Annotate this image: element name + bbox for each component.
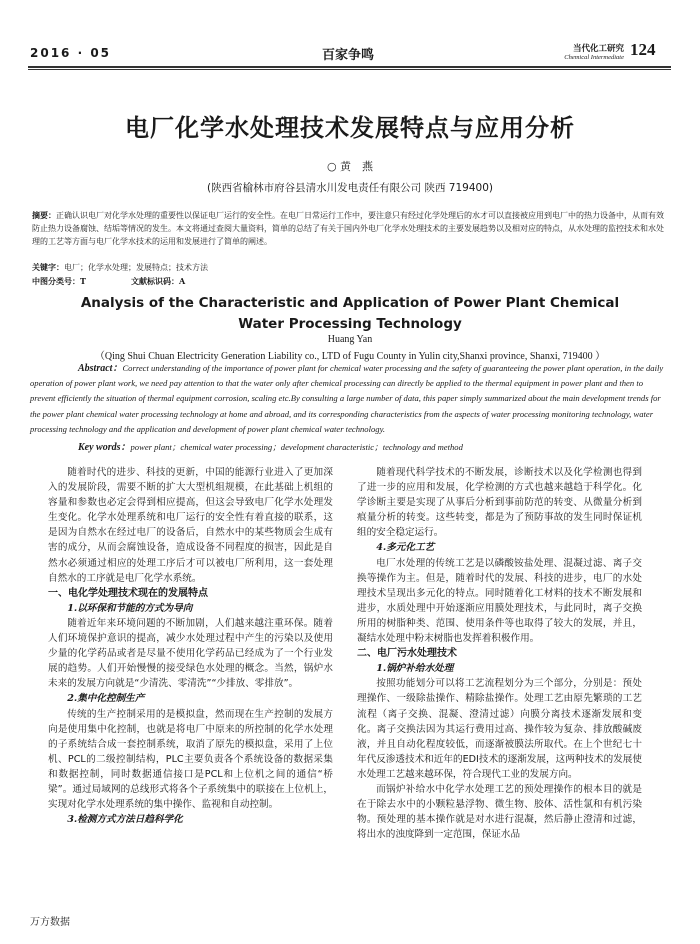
author-en: Huang Yan — [327, 334, 373, 345]
section-heading: 二、电厂污水处理技术 — [357, 648, 457, 660]
subsection-heading: 2.集中化控制生产 — [67, 693, 145, 705]
page-number: 124 — [630, 40, 656, 59]
doc-code-label: 文献标识码： — [131, 276, 180, 286]
header-rule — [28, 66, 671, 68]
subsection-heading: 3.检测方式方法日趋科学化 — [67, 814, 183, 826]
paragraph: 按照功能划分可以将工艺流程划分为三个部分，分别是：预处理操作、一级除盐操作、精除盐操作。处理工艺由原先繁琐的工艺流程（离子交换、混凝、澄清过滤）向膜分离技术逐渐发展和变化。离子交换法因为其运行费用过高、操作较为复杂、排放酸碱废液，并且自动化程度较低，而逐渐被膜法所取代。在上个世纪七十年代反渗透技术和近年的EDI技术的逐渐发展，这两种技术的发展使水处理工艺越来越环保，符合现代工业的发展方向。 — [357, 678, 642, 780]
keywords-cn-label: 关键字： — [32, 262, 64, 272]
abstract-en-text: Correct understanding of the importance of power plant for chemical water processing and the safety of guaranteeing the power plant operation, in the daily operation of power plant work, we need pay attention to that the water only after chemical processing can directly be applied to the thermal equipment in power plant and then to prevent efficiently the situation of thermal equipment corrosion, scaling etc.By consulting a large number of data, this paper simply summarized about the main development trends for the power plant chemical water processing technology at home and abroad, and its corresponding characteristics from the aspects of water processing monitoring technology, water processing technology and the application and development of power plant chemical water technology. — [30, 363, 664, 434]
footer-watermark: 万方数据 — [30, 917, 70, 928]
magazine-name-en: Chemical Intermediate — [564, 54, 624, 61]
affiliation-en: （Qing Shui Chuan Electricity Generation Liability co., LTD of Fugu County in Yulin city,Shanxi province, Shanxi, 719400 ） — [94, 351, 606, 362]
keywords-cn-text: 电厂；化学水处理；发展特点；技术方法 — [64, 263, 208, 272]
abstract-en-label: Abstract： — [78, 363, 123, 374]
subsection-heading: 1.锅炉补给水处理 — [376, 663, 454, 675]
article-title-en: Analysis of the Characteristic and Application of Power Plant Chemical Water Processing Technology — [80, 295, 620, 332]
paragraph: 传统的生产控制采用的是模拟盘，然而现在生产控制的发展方向是使用集中化控制，也就是将电厂中原来的所控制的化学水处理的子系统结合成一套控制系统，取消了原先的模拟盘，采用了上位机、PCL的二级控制结构，PLC主要负责各个系统设备的数据采集和数据控制，同时数据通信接口是PCL和上位机之间的通信“桥梁”。通过局域网的总线形式将各个子系统集中的联接在上位机上，实现对化学水处理系统的集中操作、监视和自动控制。 — [48, 708, 333, 811]
paragraph: 随着近年来环境问题的不断加剧，人们越来越注重环保。随着人们环境保护意识的提高，减少水处理过程中产生的污染以及使用少量的化学药品或者是尽量不使用化学药品已经成为了一个行业发展的趋势。人们开始慢慢的接受绿色水处理的概念。当然，锅炉水未来的发展方向就是“少清洗、零清洗”“少排放、零排放”。 — [48, 617, 333, 690]
subsection-heading: 1.以环保和节能的方式为导向 — [67, 602, 193, 614]
keywords-en — [78, 438, 668, 453]
paragraph: 随着现代科学技术的不断发展，诊断技术以及化学检测也得到了进一步的应用和发展，化学检测的方式也越来越趋于科学化。化学诊断主要是实现了从事后分析到事前防范的转变、从微量分析到痕量分析的转变。这些转变，都是为了预防事故的发生同时保证机组的安全稳定运行。 — [357, 467, 642, 539]
section-heading: 一、电化学处理技术现在的发展特点 — [48, 587, 208, 599]
keywords-en-label: Key words： — [78, 442, 131, 453]
paragraph: 随着时代的进步、科技的更新，中国的能源行业进入了更加深入的发展阶段，需要不断的扩大大型机组规模，在此基础上机组的容量和参数也必定会得到相应提高，但这会导致电厂化学水处理发生变化。化学水处理系统和电厂运行的安全性有着直接的联系，这是因为自然水在经过电厂的设备后，自然水中的某些物质会生成有害的成分，从而会腐蚀设备，造成设备不同程度的损害，因此是自然水必须通过相应的处理工序后才可以被电厂所利用，这一套处理自然水的工序就是电厂化学水系统。 — [48, 467, 333, 584]
column-title: 百家争鸣 — [322, 48, 375, 63]
clc-value: T — [80, 276, 86, 286]
abstract-en — [30, 361, 670, 437]
body-left-column — [48, 465, 333, 827]
keywords-cn — [32, 262, 668, 273]
classification — [32, 276, 668, 287]
abstract-cn-label: 摘要： — [32, 210, 56, 220]
magazine-name: 当代化工研究 — [572, 44, 624, 54]
abstract-cn-text: 正确认识电厂对化学水处理的重要性以保证电厂运行的安全性。在电厂日常运行工作中，要注意只有经过化学处理后的水才可以直接被应用到电厂中的热力设备中，从而有效防止热力设备腐蚀、结垢等情况的发生。本文将通过查阅大量资料，简单的总结了有关于国内外电厂化学水处理技术的主要发展趋势以及相对应的特点，从水处理的监控技术和水处理的工艺等方面与电厂化学水技术的运用和发展进行了简单的阐述。 — [32, 211, 664, 246]
issue-label: 2016 · 05 — [30, 46, 112, 60]
body-right-column — [357, 465, 642, 842]
article-title: 电厂化学水处理技术发展特点与应用分析 — [125, 114, 575, 142]
paragraph: 而锅炉补给水中化学水处理工艺的预处理操作的根本目的就是在于除去水中的小颗粒悬浮物、微生物、胶体、活性氯和有机污染物。预处理的基本操作就是对水进行混凝，然后静止澄清和过滤，将出水的浊度降到一定范围，保证水品 — [357, 783, 642, 841]
keywords-en-text: power plant；chemical water processing；development characteristic；technology and method — [130, 442, 463, 452]
abstract-cn — [32, 209, 668, 248]
author: ○ 黄 燕 — [326, 160, 374, 173]
affiliation: (陕西省榆林市府谷县清水川发电责任有限公司 陕西 719400) — [207, 182, 493, 194]
clc-label: 中图分类号： — [32, 276, 80, 286]
doc-code-value: A — [179, 276, 186, 286]
header-rule-thin — [28, 69, 671, 70]
subsection-heading: 4.多元化工艺 — [376, 542, 435, 554]
paragraph: 电厂水处理的传统工艺是以磷酸铵盐处理、混凝过滤、离子交换等操作为主。但是，随着时代的发展、科技的进步，电厂的水处理技术呈现出多元化的特点。同时随着化工材料的技术不断发展和进步，水质处理中开始逐渐应用膜处理技术，与此同时，离子交换所用的树脂种类、范围、使用条件等也取得了较大的发展，并且，凝结水处理中粉末树脂也发挥着积极作用。 — [357, 557, 642, 645]
